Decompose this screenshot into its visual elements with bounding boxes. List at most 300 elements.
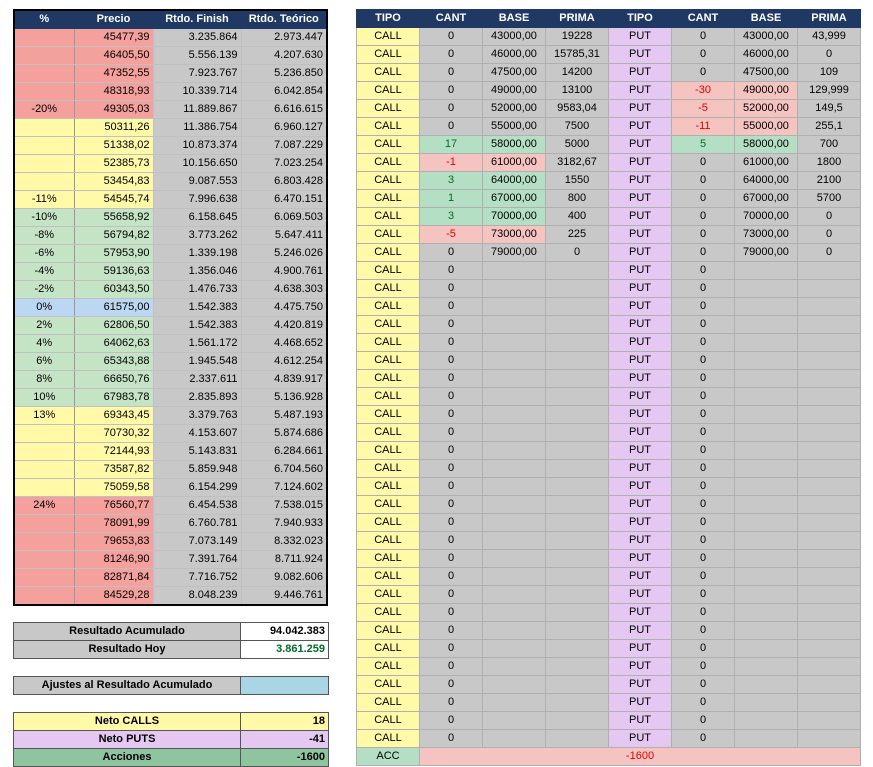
call-cant[interactable]: 0 xyxy=(420,370,483,388)
put-cant[interactable]: 0 xyxy=(672,550,735,568)
call-prima[interactable] xyxy=(546,280,609,298)
put-prima[interactable]: 0 xyxy=(798,226,861,244)
put-cant[interactable]: 0 xyxy=(672,208,735,226)
put-type: PUT xyxy=(609,226,672,244)
put-base[interactable] xyxy=(735,370,798,388)
call-base[interactable] xyxy=(483,676,546,694)
put-cant[interactable]: 0 xyxy=(672,370,735,388)
put-cant[interactable]: -30 xyxy=(672,82,735,100)
call-cant[interactable]: 0 xyxy=(420,28,483,46)
put-prima[interactable] xyxy=(798,460,861,478)
call-prima[interactable] xyxy=(546,442,609,460)
call-type: CALL xyxy=(357,694,420,712)
call-base[interactable] xyxy=(483,316,546,334)
call-base[interactable] xyxy=(483,298,546,316)
call-prima[interactable] xyxy=(546,388,609,406)
call-base[interactable]: 43000,00 xyxy=(483,28,546,46)
put-base[interactable] xyxy=(735,712,798,730)
put-cant[interactable]: 0 xyxy=(672,514,735,532)
call-prima[interactable]: 13100 xyxy=(546,82,609,100)
put-cant[interactable]: 0 xyxy=(672,352,735,370)
call-prima[interactable] xyxy=(546,532,609,550)
call-prima[interactable]: 0 xyxy=(546,244,609,262)
put-prima[interactable] xyxy=(798,694,861,712)
resultado-acumulado-value[interactable]: 94.042.383 xyxy=(241,623,329,641)
put-prima[interactable] xyxy=(798,550,861,568)
scenario-price[interactable]: 52385,73 xyxy=(74,155,153,173)
put-prima[interactable] xyxy=(798,478,861,496)
scenario-price[interactable]: 72144,93 xyxy=(74,443,153,461)
call-cant[interactable]: 0 xyxy=(420,406,483,424)
call-prima[interactable]: 1550 xyxy=(546,172,609,190)
put-prima[interactable] xyxy=(798,370,861,388)
put-cant[interactable]: 0 xyxy=(672,478,735,496)
call-prima[interactable] xyxy=(546,370,609,388)
put-prima[interactable] xyxy=(798,424,861,442)
put-prima[interactable] xyxy=(798,676,861,694)
put-cant[interactable]: 0 xyxy=(672,64,735,82)
call-prima[interactable] xyxy=(546,460,609,478)
put-base[interactable]: 55000,00 xyxy=(735,118,798,136)
option-row xyxy=(357,136,861,154)
call-prima[interactable] xyxy=(546,640,609,658)
put-prima[interactable] xyxy=(798,496,861,514)
call-base[interactable]: 46000,00 xyxy=(483,46,546,64)
call-prima[interactable] xyxy=(546,712,609,730)
call-cant[interactable]: 0 xyxy=(420,532,483,550)
call-cant[interactable]: 0 xyxy=(420,334,483,352)
call-base[interactable]: 55000,00 xyxy=(483,118,546,136)
put-base[interactable] xyxy=(735,388,798,406)
put-cant[interactable]: 0 xyxy=(672,154,735,172)
put-base[interactable]: 70000,00 xyxy=(735,208,798,226)
put-cant[interactable]: 0 xyxy=(672,334,735,352)
scenario-price[interactable]: 54545,74 xyxy=(74,191,153,209)
put-cant[interactable]: 0 xyxy=(672,28,735,46)
scenario-price[interactable]: 78091,99 xyxy=(74,515,153,533)
scenario-price[interactable]: 65343,88 xyxy=(74,353,153,371)
put-base[interactable] xyxy=(735,586,798,604)
put-base[interactable]: 73000,00 xyxy=(735,226,798,244)
scenario-price[interactable]: 61575,00 xyxy=(74,299,153,317)
scenario-finish: 5.859.948 xyxy=(153,461,241,479)
put-cant[interactable]: -11 xyxy=(672,118,735,136)
call-cant[interactable]: 0 xyxy=(420,280,483,298)
put-base[interactable] xyxy=(735,676,798,694)
call-base[interactable] xyxy=(483,370,546,388)
put-base[interactable]: 61000,00 xyxy=(735,154,798,172)
call-type: CALL xyxy=(357,712,420,730)
call-base[interactable]: 58000,00 xyxy=(483,136,546,154)
call-base[interactable] xyxy=(483,334,546,352)
scenario-price[interactable]: 64062,63 xyxy=(74,335,153,353)
put-prima[interactable]: 0 xyxy=(798,208,861,226)
put-prima[interactable] xyxy=(798,622,861,640)
put-prima[interactable] xyxy=(798,280,861,298)
call-base[interactable]: 64000,00 xyxy=(483,172,546,190)
call-cant[interactable]: 0 xyxy=(420,388,483,406)
scenario-price[interactable]: 81246,90 xyxy=(74,551,153,569)
call-base[interactable] xyxy=(483,388,546,406)
call-cant[interactable]: 0 xyxy=(420,496,483,514)
put-prima[interactable]: 700 xyxy=(798,136,861,154)
scenario-price[interactable]: 82871,84 xyxy=(74,569,153,587)
call-base[interactable] xyxy=(483,424,546,442)
scenario-price[interactable]: 60343,50 xyxy=(74,281,153,299)
put-cant[interactable]: 0 xyxy=(672,622,735,640)
option-row xyxy=(357,478,861,496)
put-base[interactable] xyxy=(735,334,798,352)
scenario-row xyxy=(14,29,327,47)
scenario-teorico: 6.284.661 xyxy=(241,443,327,461)
call-base[interactable]: 70000,00 xyxy=(483,208,546,226)
put-base[interactable] xyxy=(735,406,798,424)
put-prima[interactable] xyxy=(798,262,861,280)
call-base[interactable] xyxy=(483,532,546,550)
put-cant[interactable]: 0 xyxy=(672,388,735,406)
call-cant[interactable]: 0 xyxy=(420,604,483,622)
call-cant[interactable]: -1 xyxy=(420,154,483,172)
call-cant[interactable]: 0 xyxy=(420,586,483,604)
call-cant[interactable]: 0 xyxy=(420,298,483,316)
call-cant[interactable]: 0 xyxy=(420,244,483,262)
put-cant[interactable]: 0 xyxy=(672,244,735,262)
put-prima[interactable]: 0 xyxy=(798,46,861,64)
scenario-price[interactable]: 57953,90 xyxy=(74,245,153,263)
scenario-price[interactable]: 50311,26 xyxy=(74,119,153,137)
call-prima[interactable] xyxy=(546,568,609,586)
put-prima[interactable] xyxy=(798,604,861,622)
put-prima[interactable] xyxy=(798,532,861,550)
call-cant[interactable]: 0 xyxy=(420,46,483,64)
call-cant[interactable]: 0 xyxy=(420,622,483,640)
put-base[interactable] xyxy=(735,640,798,658)
ajustes-input[interactable] xyxy=(241,677,329,695)
put-prima[interactable] xyxy=(798,352,861,370)
call-prima[interactable] xyxy=(546,622,609,640)
call-cant[interactable]: 0 xyxy=(420,730,483,748)
put-prima[interactable]: 129,999 xyxy=(798,82,861,100)
scenario-price[interactable]: 59136,63 xyxy=(74,263,153,281)
call-base[interactable] xyxy=(483,712,546,730)
put-prima[interactable] xyxy=(798,298,861,316)
call-cant[interactable]: 0 xyxy=(420,640,483,658)
put-cant[interactable]: 0 xyxy=(672,694,735,712)
call-base[interactable] xyxy=(483,352,546,370)
call-base[interactable] xyxy=(483,730,546,748)
put-base[interactable]: 49000,00 xyxy=(735,82,798,100)
scenario-price[interactable]: 70730,32 xyxy=(74,425,153,443)
scenario-price[interactable]: 46405,50 xyxy=(74,47,153,65)
put-cant[interactable]: 0 xyxy=(672,460,735,478)
call-prima[interactable]: 19228 xyxy=(546,28,609,46)
scenario-price[interactable]: 67983,78 xyxy=(74,389,153,407)
call-cant[interactable]: 0 xyxy=(420,118,483,136)
call-type: CALL xyxy=(357,298,420,316)
call-prima[interactable] xyxy=(546,316,609,334)
scenario-price[interactable]: 56794,82 xyxy=(74,227,153,245)
call-cant[interactable]: 0 xyxy=(420,676,483,694)
resultado-hoy-value[interactable]: 3.861.259 xyxy=(241,641,329,659)
call-cant[interactable]: -5 xyxy=(420,226,483,244)
call-base[interactable] xyxy=(483,280,546,298)
put-base[interactable]: 58000,00 xyxy=(735,136,798,154)
call-base[interactable] xyxy=(483,604,546,622)
put-cant[interactable]: 0 xyxy=(672,46,735,64)
put-base[interactable] xyxy=(735,694,798,712)
call-base[interactable] xyxy=(483,442,546,460)
call-base[interactable] xyxy=(483,658,546,676)
call-prima[interactable]: 225 xyxy=(546,226,609,244)
call-prima[interactable] xyxy=(546,514,609,532)
put-base[interactable] xyxy=(735,496,798,514)
put-prima[interactable]: 149,5 xyxy=(798,100,861,118)
put-cant[interactable]: 0 xyxy=(672,262,735,280)
call-cant[interactable]: 0 xyxy=(420,460,483,478)
put-base[interactable] xyxy=(735,280,798,298)
put-cant[interactable]: 0 xyxy=(672,406,735,424)
pct-header: % xyxy=(14,10,74,29)
put-cant[interactable]: 0 xyxy=(672,730,735,748)
put-cant[interactable]: 0 xyxy=(672,226,735,244)
call-base[interactable]: 61000,00 xyxy=(483,154,546,172)
put-prima[interactable] xyxy=(798,712,861,730)
call-prima[interactable] xyxy=(546,496,609,514)
call-cant[interactable]: 0 xyxy=(420,550,483,568)
scenario-row xyxy=(14,353,327,371)
acc-value: -1600 xyxy=(420,748,861,766)
call-prima[interactable] xyxy=(546,352,609,370)
call-prima[interactable]: 5000 xyxy=(546,136,609,154)
call-cant[interactable]: 0 xyxy=(420,568,483,586)
put-base[interactable] xyxy=(735,316,798,334)
put-base[interactable] xyxy=(735,604,798,622)
scenario-teorico: 7.940.933 xyxy=(241,515,327,533)
scenario-price[interactable]: 53454,83 xyxy=(74,173,153,191)
scenario-price[interactable]: 73587,82 xyxy=(74,461,153,479)
put-cant[interactable]: 0 xyxy=(672,496,735,514)
put-base[interactable] xyxy=(735,442,798,460)
call-prima[interactable] xyxy=(546,424,609,442)
put-prima[interactable] xyxy=(798,334,861,352)
put-base[interactable] xyxy=(735,622,798,640)
put-prima[interactable] xyxy=(798,316,861,334)
put-cant[interactable]: 0 xyxy=(672,280,735,298)
put-type: PUT xyxy=(609,244,672,262)
call-type: CALL xyxy=(357,370,420,388)
scenario-price[interactable]: 84529,28 xyxy=(74,587,153,606)
put-base[interactable] xyxy=(735,550,798,568)
put-base[interactable] xyxy=(735,352,798,370)
put-cant[interactable]: 0 xyxy=(672,532,735,550)
put-cant[interactable]: 0 xyxy=(672,190,735,208)
call-base[interactable] xyxy=(483,406,546,424)
call-prima[interactable]: 15785,31 xyxy=(546,46,609,64)
call-base[interactable] xyxy=(483,262,546,280)
call-prima[interactable]: 800 xyxy=(546,190,609,208)
put-base[interactable] xyxy=(735,730,798,748)
call-base[interactable] xyxy=(483,694,546,712)
call-prima[interactable] xyxy=(546,406,609,424)
put-prima[interactable] xyxy=(798,388,861,406)
put-cant[interactable]: 0 xyxy=(672,712,735,730)
call-base[interactable] xyxy=(483,460,546,478)
call-base[interactable] xyxy=(483,478,546,496)
scenario-finish: 11.889.867 xyxy=(153,101,241,119)
put-base[interactable] xyxy=(735,514,798,532)
call-base[interactable] xyxy=(483,586,546,604)
call-prima[interactable]: 3182,67 xyxy=(546,154,609,172)
put-cant[interactable]: 0 xyxy=(672,586,735,604)
call-prima[interactable] xyxy=(546,586,609,604)
call-base[interactable]: 79000,00 xyxy=(483,244,546,262)
put-cant[interactable]: 0 xyxy=(672,424,735,442)
put-base[interactable]: 46000,00 xyxy=(735,46,798,64)
call-base[interactable]: 67000,00 xyxy=(483,190,546,208)
put-base[interactable] xyxy=(735,478,798,496)
put-cant[interactable]: 0 xyxy=(672,604,735,622)
scenario-price[interactable]: 45477,39 xyxy=(74,29,153,47)
put-prima[interactable] xyxy=(798,406,861,424)
scenario-price[interactable]: 62806,50 xyxy=(74,317,153,335)
put-cant[interactable]: 0 xyxy=(672,658,735,676)
put-prima[interactable]: 255,1 xyxy=(798,118,861,136)
call-base[interactable] xyxy=(483,622,546,640)
call-base[interactable] xyxy=(483,496,546,514)
call-cant[interactable]: 0 xyxy=(420,262,483,280)
put-cant[interactable]: -5 xyxy=(672,100,735,118)
call-base[interactable] xyxy=(483,514,546,532)
put-cant[interactable]: 0 xyxy=(672,172,735,190)
put-base[interactable]: 67000,00 xyxy=(735,190,798,208)
put-prima[interactable] xyxy=(798,640,861,658)
call-base[interactable] xyxy=(483,568,546,586)
acciones-value[interactable]: -1600 xyxy=(241,749,329,767)
scenario-price[interactable]: 69343,45 xyxy=(74,407,153,425)
put-base[interactable]: 64000,00 xyxy=(735,172,798,190)
put-cant[interactable]: 5 xyxy=(672,136,735,154)
scenario-teorico: 5.136.928 xyxy=(241,389,327,407)
call-cant[interactable]: 0 xyxy=(420,100,483,118)
put-base[interactable] xyxy=(735,568,798,586)
put-base[interactable]: 52000,00 xyxy=(735,100,798,118)
call-prima[interactable]: 400 xyxy=(546,208,609,226)
call-type: CALL xyxy=(357,262,420,280)
call-prima[interactable] xyxy=(546,658,609,676)
put-prima[interactable]: 1800 xyxy=(798,154,861,172)
call-prima[interactable] xyxy=(546,730,609,748)
put-prima[interactable]: 5700 xyxy=(798,190,861,208)
call-prima[interactable]: 7500 xyxy=(546,118,609,136)
call-base[interactable]: 52000,00 xyxy=(483,100,546,118)
call-cant[interactable]: 0 xyxy=(420,64,483,82)
put-base[interactable]: 79000,00 xyxy=(735,244,798,262)
put-prima[interactable] xyxy=(798,658,861,676)
scenario-finish: 7.391.764 xyxy=(153,551,241,569)
put-base[interactable]: 47500,00 xyxy=(735,64,798,82)
call-cant[interactable]: 3 xyxy=(420,172,483,190)
call-cant[interactable]: 0 xyxy=(420,694,483,712)
put-base[interactable]: 43000,00 xyxy=(735,28,798,46)
put-prima[interactable] xyxy=(798,442,861,460)
put-prima[interactable] xyxy=(798,730,861,748)
call-prima[interactable] xyxy=(546,550,609,568)
scenario-price[interactable]: 76560,77 xyxy=(74,497,153,515)
call-cant[interactable]: 0 xyxy=(420,352,483,370)
put-base[interactable] xyxy=(735,532,798,550)
neto-puts-value[interactable]: -41 xyxy=(241,731,329,749)
scenario-price[interactable]: 66650,76 xyxy=(74,371,153,389)
call-cant[interactable]: 17 xyxy=(420,136,483,154)
put-cant[interactable]: 0 xyxy=(672,640,735,658)
option-row xyxy=(357,550,861,568)
scenario-price[interactable]: 75059,58 xyxy=(74,479,153,497)
call-base[interactable]: 47500,00 xyxy=(483,64,546,82)
put-prima[interactable]: 109 xyxy=(798,64,861,82)
scenario-price[interactable]: 55658,92 xyxy=(74,209,153,227)
put-base[interactable] xyxy=(735,424,798,442)
call-cant[interactable]: 0 xyxy=(420,478,483,496)
call-prima[interactable] xyxy=(546,478,609,496)
call-cant[interactable]: 0 xyxy=(420,316,483,334)
call-base[interactable]: 73000,00 xyxy=(483,226,546,244)
put-cant[interactable]: 0 xyxy=(672,568,735,586)
put-prima[interactable]: 2100 xyxy=(798,172,861,190)
call-prima[interactable]: 14200 xyxy=(546,64,609,82)
scenario-price[interactable]: 47352,55 xyxy=(74,65,153,83)
scenario-price[interactable]: 51338,02 xyxy=(74,137,153,155)
call-prima[interactable] xyxy=(546,604,609,622)
scenario-price[interactable]: 49305,03 xyxy=(74,101,153,119)
call-prima[interactable] xyxy=(546,334,609,352)
scenario-price[interactable]: 79653,83 xyxy=(74,533,153,551)
call-cant[interactable]: 1 xyxy=(420,190,483,208)
call-prima[interactable] xyxy=(546,676,609,694)
call-cant[interactable]: 3 xyxy=(420,208,483,226)
put-prima[interactable] xyxy=(798,586,861,604)
put-prima[interactable]: 43,999 xyxy=(798,28,861,46)
put-cant[interactable]: 0 xyxy=(672,316,735,334)
scenario-price[interactable]: 48318,93 xyxy=(74,83,153,101)
call-cant[interactable]: 0 xyxy=(420,658,483,676)
put-base[interactable] xyxy=(735,658,798,676)
put-cant[interactable]: 0 xyxy=(672,442,735,460)
put-base[interactable] xyxy=(735,460,798,478)
put-prima[interactable] xyxy=(798,514,861,532)
neto-calls-value[interactable]: 18 xyxy=(241,713,329,731)
call-prima[interactable] xyxy=(546,694,609,712)
call-base[interactable]: 49000,00 xyxy=(483,82,546,100)
call-cant[interactable]: 0 xyxy=(420,442,483,460)
call-base[interactable] xyxy=(483,640,546,658)
call-base[interactable] xyxy=(483,550,546,568)
put-prima[interactable]: 0 xyxy=(798,244,861,262)
call-cant[interactable]: 0 xyxy=(420,712,483,730)
put-prima[interactable] xyxy=(798,568,861,586)
call-cant[interactable]: 0 xyxy=(420,82,483,100)
call-cant[interactable]: 0 xyxy=(420,424,483,442)
put-base[interactable] xyxy=(735,298,798,316)
call-prima[interactable] xyxy=(546,262,609,280)
put-base[interactable] xyxy=(735,262,798,280)
scenario-finish: 1.542.383 xyxy=(153,299,241,317)
call-prima[interactable] xyxy=(546,298,609,316)
call-cant[interactable]: 0 xyxy=(420,514,483,532)
call-prima[interactable]: 9583,04 xyxy=(546,100,609,118)
put-cant[interactable]: 0 xyxy=(672,298,735,316)
put-cant[interactable]: 0 xyxy=(672,676,735,694)
scenario-pct: 13% xyxy=(14,407,74,425)
